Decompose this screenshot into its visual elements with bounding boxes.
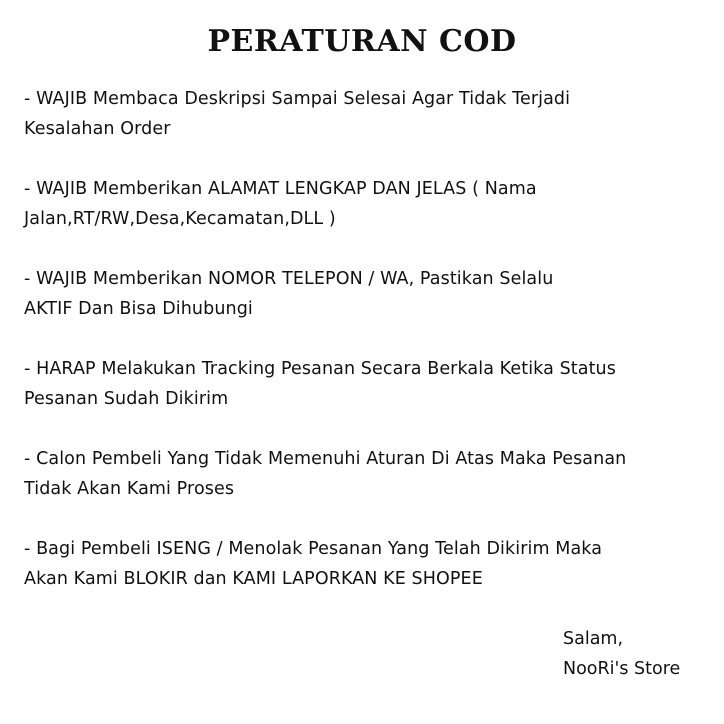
rule-line: - WAJIB Memberikan ALAMAT LENGKAP DAN JELAS ( Nama xyxy=(24,179,537,199)
rule-item-phone-number xyxy=(24,264,714,324)
signature-store-name: NooRi's Store xyxy=(563,659,681,679)
rule-line: - WAJIB Membaca Deskripsi Sampai Selesai Agar Tidak Terjadi xyxy=(24,89,571,109)
rule-item-read-description xyxy=(24,84,714,144)
rule-item-full-address xyxy=(24,174,714,234)
signature-greeting: Salam, xyxy=(563,629,624,649)
rule-line: Jalan,RT/RW,Desa,Kecamatan,DLL ) xyxy=(24,209,336,229)
rule-line: - HARAP Melakukan Tracking Pesanan Secara Berkala Ketika Status xyxy=(24,359,616,379)
rule-item-not-processed xyxy=(24,444,714,504)
rule-line: AKTIF Dan Bisa Dihubungi xyxy=(24,299,253,319)
rule-line: Tidak Akan Kami Proses xyxy=(24,479,235,499)
rule-line: Pesanan Sudah Dikirim xyxy=(24,389,229,409)
rule-item-tracking xyxy=(24,354,714,414)
rule-line: Akan Kami BLOKIR dan KAMI LAPORKAN KE SHOPEE xyxy=(24,569,483,589)
signature-block xyxy=(563,624,680,684)
page-title: PERATURAN COD xyxy=(207,24,517,59)
rule-item-block-report xyxy=(24,534,714,594)
rule-line: - WAJIB Memberikan NOMOR TELEPON / WA, Pastikan Selalu xyxy=(24,269,554,289)
rule-line: - Calon Pembeli Yang Tidak Memenuhi Aturan Di Atas Maka Pesanan xyxy=(24,449,627,469)
rule-line: Kesalahan Order xyxy=(24,119,171,139)
rule-line: - Bagi Pembeli ISENG / Menolak Pesanan Yang Telah Dikirim Maka xyxy=(24,539,603,559)
rules-list xyxy=(24,84,714,624)
